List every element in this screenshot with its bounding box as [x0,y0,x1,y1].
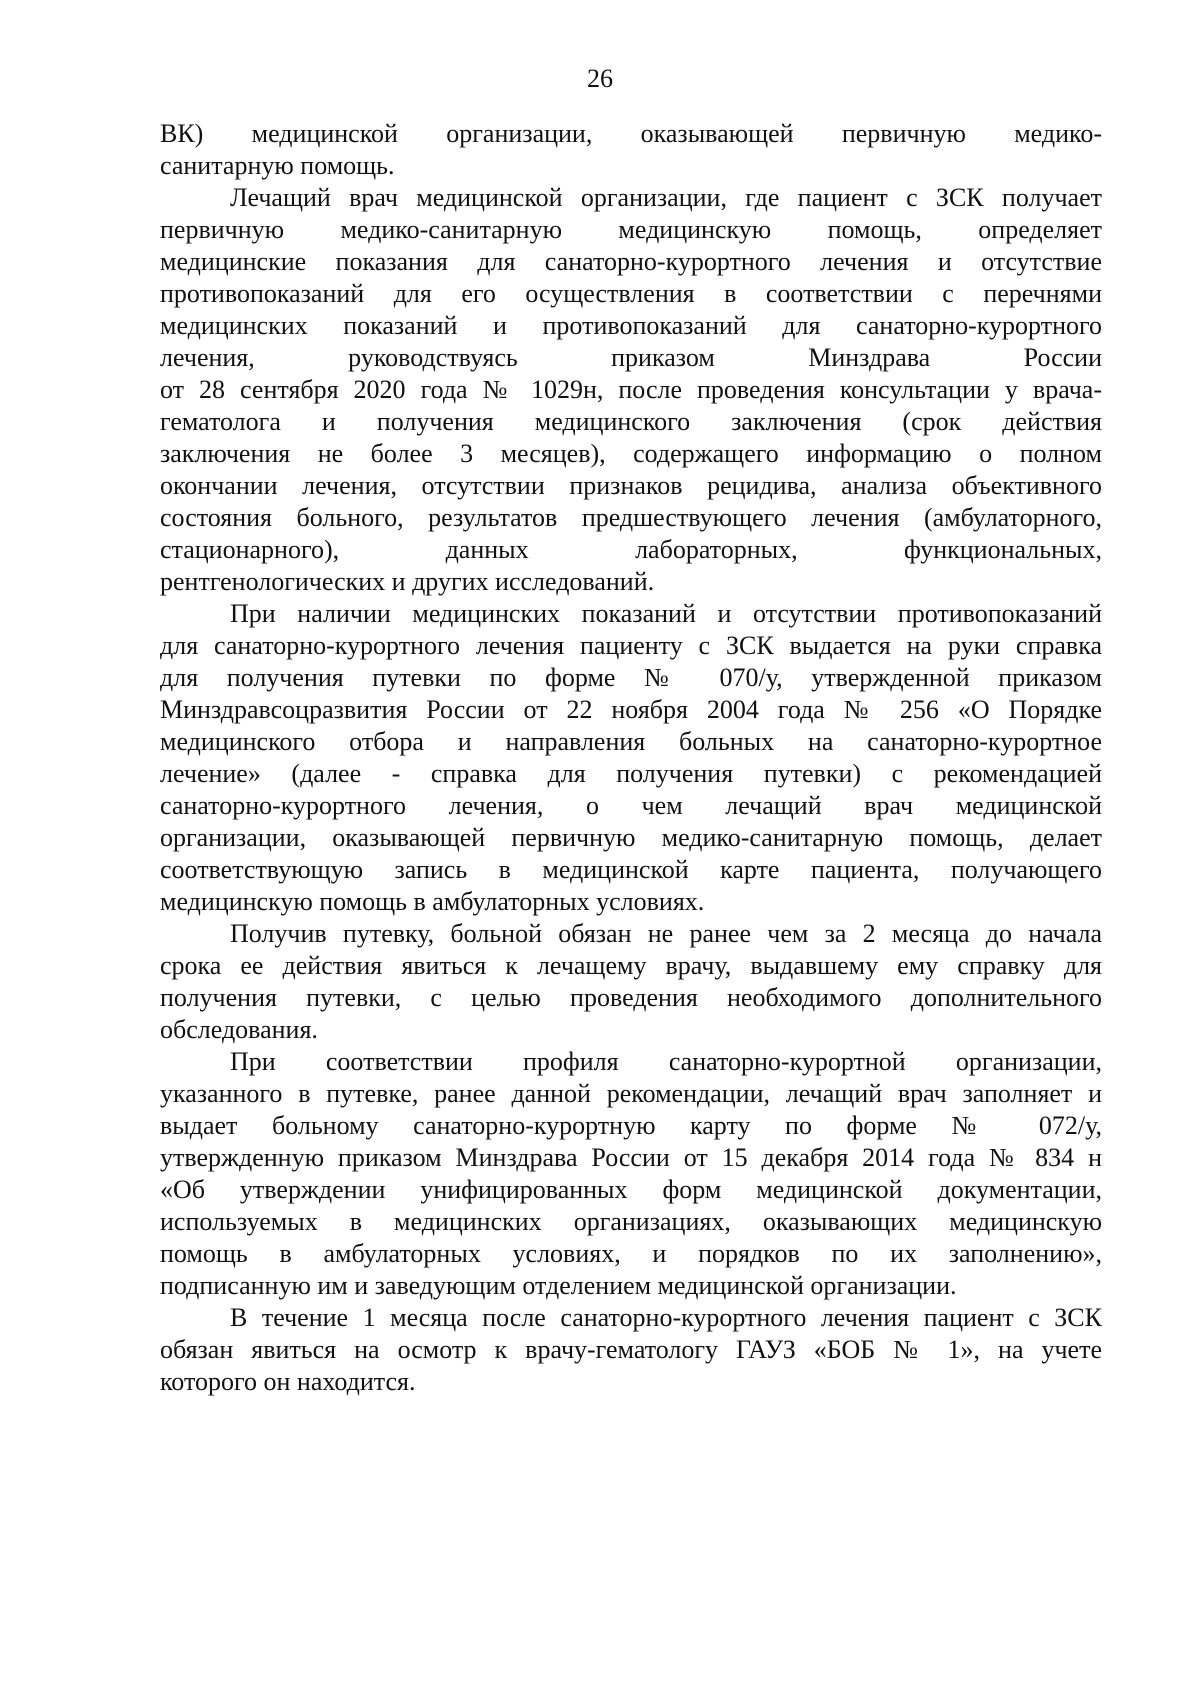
text-line: ВК) медицинской организации, оказывающей первичную медико- [160,119,1102,148]
text-line: указанного в путевке, ранее данной рекомендации, лечащий врач заполняет и [160,1079,1102,1108]
text-line: обследования. [160,1015,318,1044]
document-body [160,118,1102,1398]
paragraph [160,918,1102,1046]
text-line: соответствующую запись в медицинской карте пациента, получающего [160,855,1102,884]
text-line: состояния больного, результатов предшествующего лечения (амбулаторного, [160,503,1102,532]
text-line: лечение» (далее - справка для получения путевки) с рекомендацией [160,759,1102,788]
text-line: помощь в амбулаторных условиях, и порядков по их заполнению», [160,1239,1102,1268]
text-line: медицинскую помощь в амбулаторных условиях. [160,887,705,916]
text-line: санитарную помощь. [160,151,395,180]
text-line: «Об утверждении унифицированных форм медицинской документации, [160,1175,1102,1204]
text-line: используемых в медицинских организациях, оказывающих медицинскую [160,1207,1102,1236]
text-line: Получив путевку, больной обязан не ранее чем за 2 месяца до начала [230,919,1102,948]
text-line: обязан явиться на осмотр к врачу-гематологу ГАУЗ «БОБ № 1», на учете [160,1335,1102,1364]
text-line: срока ее действия явиться к лечащему врачу, выдавшему ему справку для [160,951,1102,980]
text-line: для получения путевки по форме № 070/у, утвержденной приказом [160,663,1102,692]
text-line: При соответствии профиля санаторно-курортной организации, [230,1047,1102,1076]
text-line: санаторно-курортного лечения, о чем лечащий врач медицинской [160,791,1102,820]
text-line: стационарного), данных лабораторных, функциональных, [160,535,1102,564]
text-line: медицинские показания для санаторно-курортного лечения и отсутствие [160,247,1102,276]
text-line: гематолога и получения медицинского заключения (срок действия [160,407,1102,436]
text-line: лечения, руководствуясь приказом Минздрава России [160,343,1102,372]
text-line: первичную медико-санитарную медицинскую помощь, определяет [160,215,1102,244]
page-number: 26 [587,64,613,93]
paragraph [160,1302,1102,1398]
text-line: организации, оказывающей первичную медико-санитарную помощь, делает [160,823,1102,852]
text-line: рентгенологических и других исследований. [160,567,655,596]
text-line: утвержденную приказом Минздрава России от 15 декабря 2014 года № 834 н [160,1143,1102,1172]
text-line: противопоказаний для его осуществления в соответствии с перечнями [160,279,1102,308]
text-line: В течение 1 месяца после санаторно-курортного лечения пациент с ЗСК [230,1303,1102,1332]
paragraph [160,182,1102,598]
text-line: получения путевки, с целью проведения необходимого дополнительного [160,983,1102,1012]
paragraph [160,118,1102,182]
text-line: от 28 сентября 2020 года № 1029н, после проведения консультации у врача- [160,375,1102,404]
text-line: Лечащий врач медицинской организации, где пациент с ЗСК получает [230,183,1102,212]
text-line: Минздравсоцразвития России от 22 ноября 2004 года № 256 «О Порядке [160,695,1102,724]
text-line: которого он находится. [160,1367,416,1396]
text-line: выдает больному санаторно-курортную карту по форме № 072/у, [160,1111,1102,1140]
text-line: для санаторно-курортного лечения пациенту с ЗСК выдается на руки справка [160,631,1102,660]
text-line: медицинских показаний и противопоказаний для санаторно-курортного [160,311,1102,340]
text-line: подписанную им и заведующим отделением медицинской организации. [160,1271,957,1300]
paragraph [160,598,1102,918]
text-line: заключения не более 3 месяцев), содержащего информацию о полном [160,439,1102,468]
text-line: При наличии медицинских показаний и отсутствии противопоказаний [230,599,1102,628]
paragraph [160,1046,1102,1302]
text-line: окончании лечения, отсутствии признаков рецидива, анализа объективного [160,471,1102,500]
text-line: медицинского отбора и направления больных на санаторно-курортное [160,727,1102,756]
